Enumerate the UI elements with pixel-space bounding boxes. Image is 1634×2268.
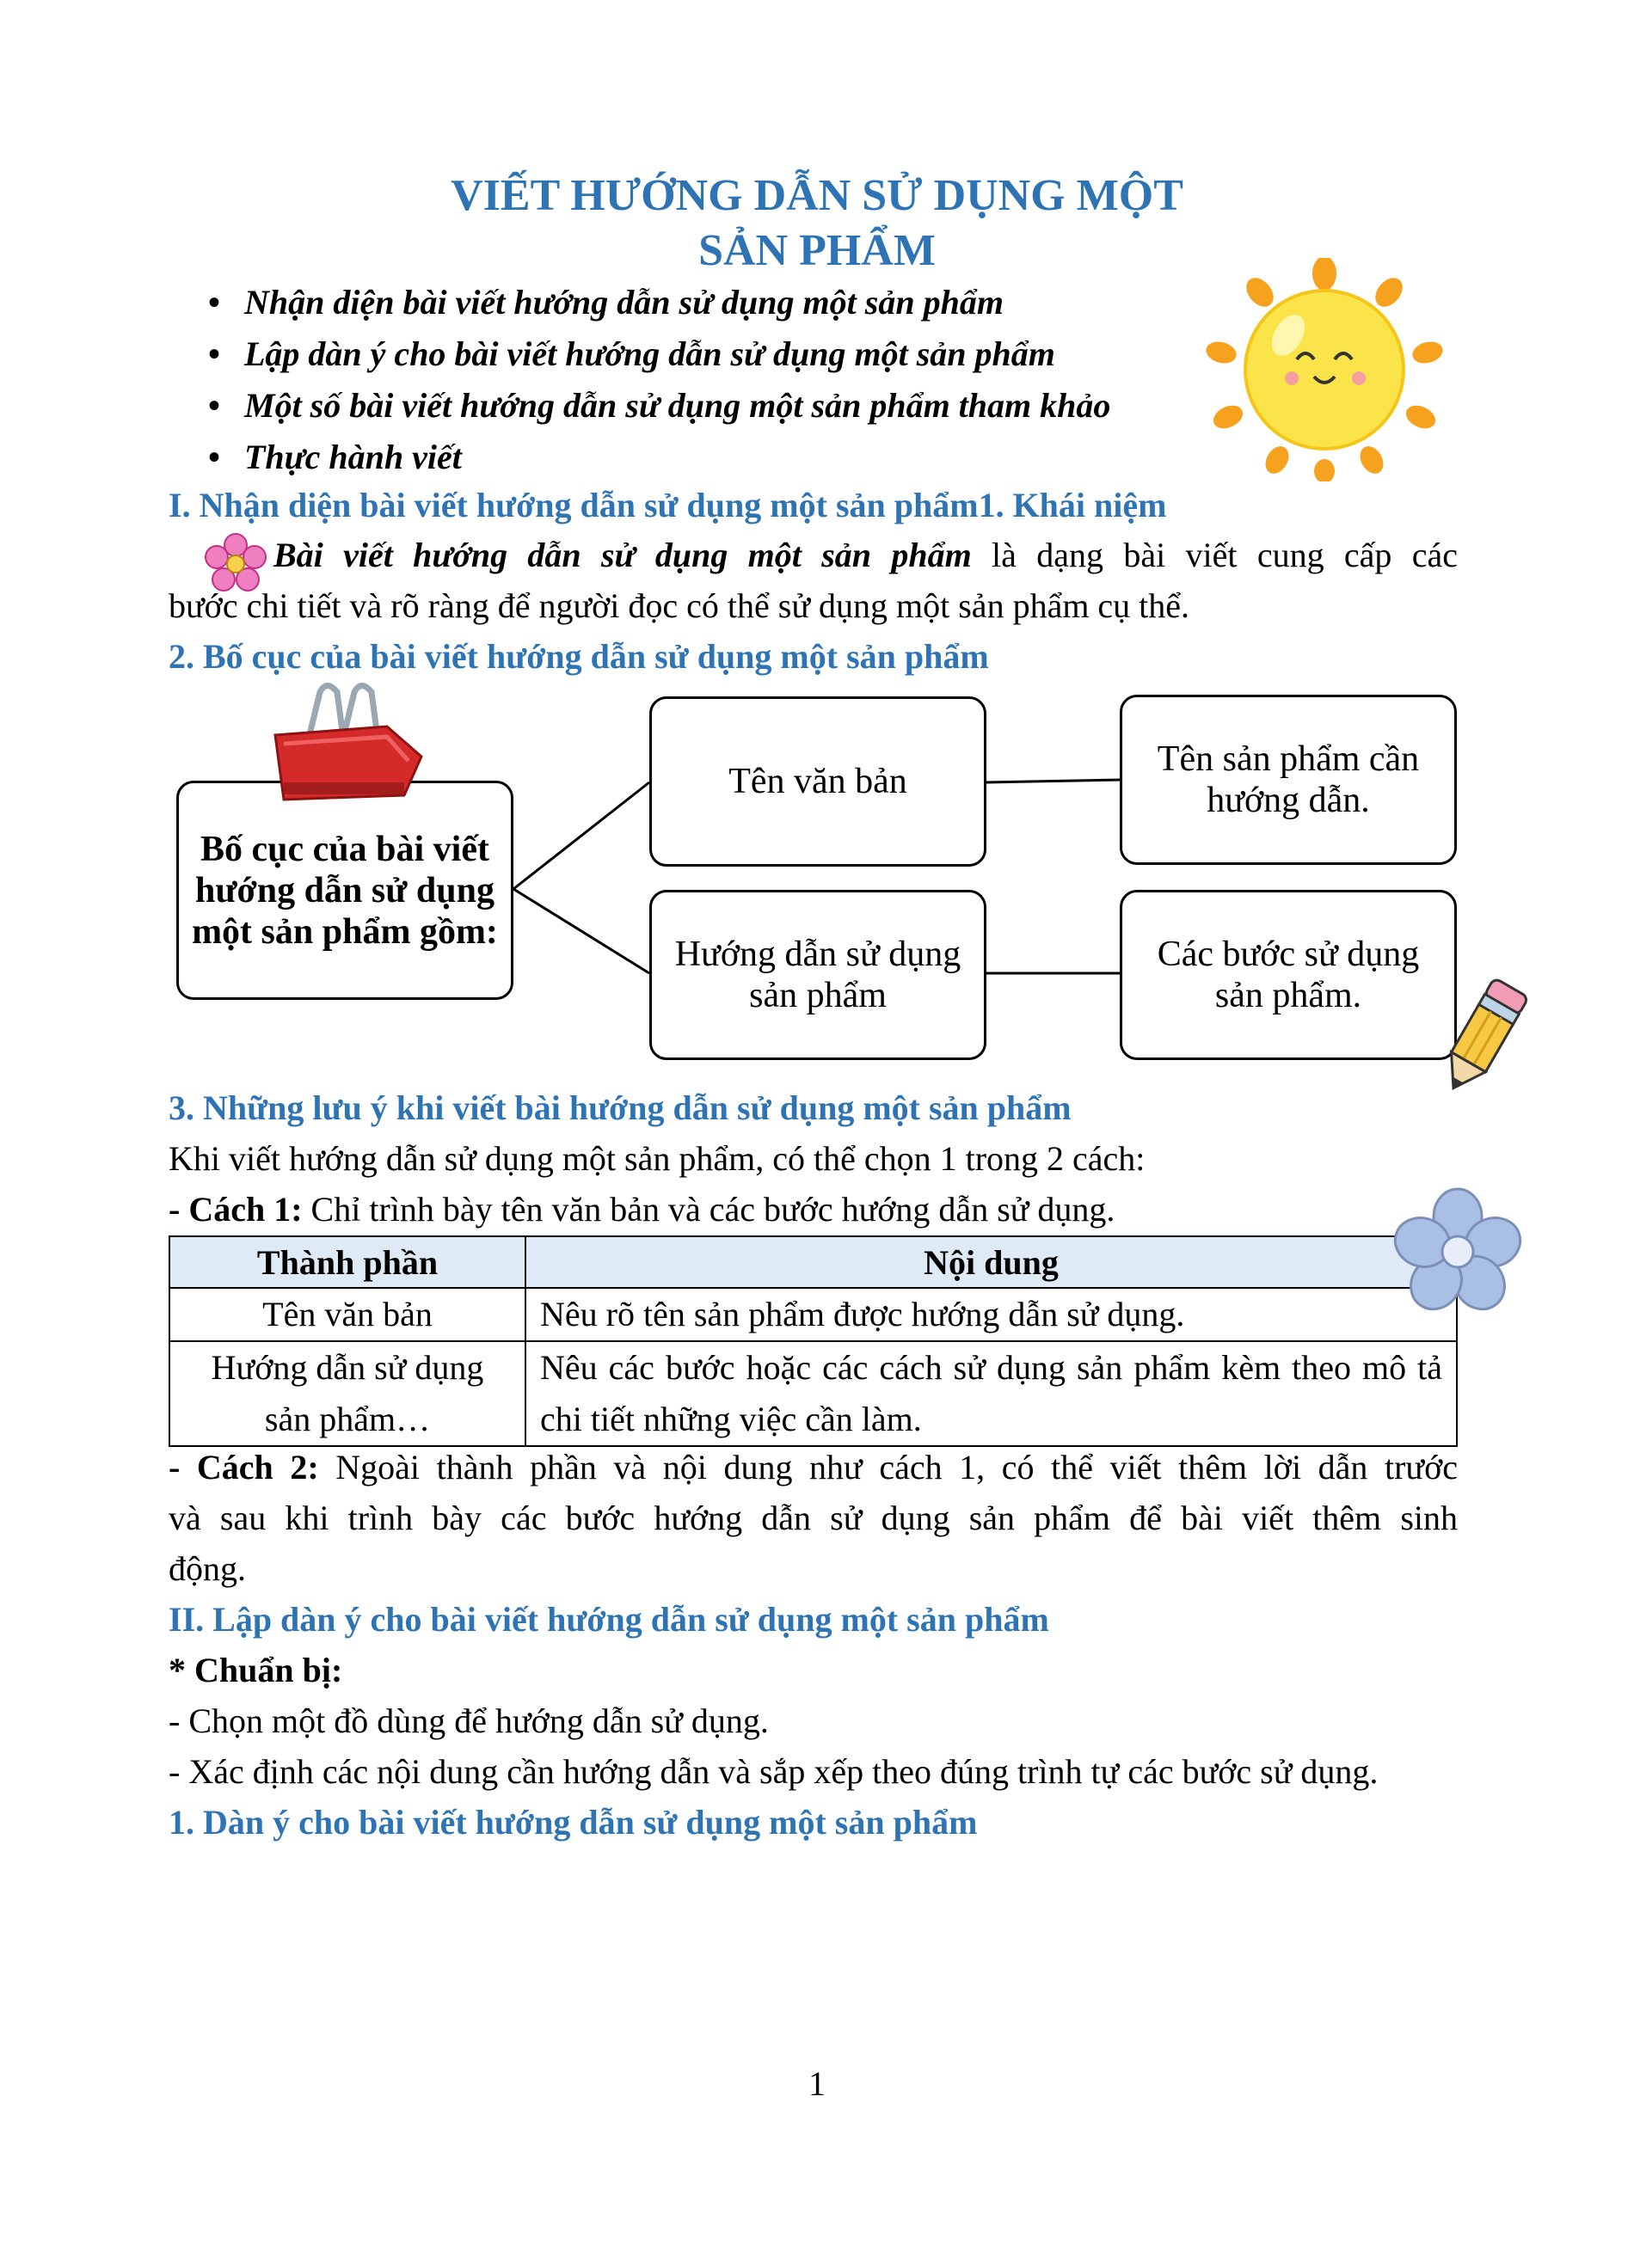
table-row xyxy=(169,1288,1457,1341)
section-2-heading: II. Lập dàn ý cho bài viết hướng dẫn sử dụng một sản phẩm xyxy=(169,1600,1049,1639)
section-1-3-heading: 3. Những lưu ý khi viết bài hướng dẫn sử dụng một sản phẩm xyxy=(169,1088,1072,1127)
title-line-1: VIẾT HƯỚNG DẪN SỬ DỤNG MỘT xyxy=(451,171,1183,220)
cach-2-line-2: và sau khi trình bày các bước hướng dẫn sử dụng sản phẩm để bài viết thêm sinh xyxy=(169,1499,1458,1537)
diagram-box-product-name-label: Tên sản phẩm cần hướng dẫn. xyxy=(1157,739,1420,820)
page-number: 1 xyxy=(808,2064,826,2103)
bullet-icon: • xyxy=(208,438,221,476)
cach-2-text: Ngoài thành phần và nội dung như cách 1, có thể viết thêm lời dẫn trước xyxy=(318,1448,1458,1486)
table-row xyxy=(169,1341,1457,1446)
section-1-heading: I. Nhận diện bài viết hướng dẫn sử dụng một sản phẩm1. Khái niệm xyxy=(169,486,1167,524)
concept-line-2: bước chi tiết và rõ ràng để người đọc có thể sử dụng một sản phẩm cụ thể. xyxy=(169,586,1190,625)
diagram-box-title-label: Tên văn bản xyxy=(728,762,907,801)
table-cell: Hướng dẫn sử dụng sản phẩm… xyxy=(169,1341,525,1446)
prep-item-2: - Xác định các nội dung cần hướng dẫn và sắp xếp theo đúng trình tự các bước sử dụng. xyxy=(169,1752,1379,1791)
table-cell: Nêu rõ tên sản phẩm được hướng dẫn sử dụng. xyxy=(525,1288,1457,1341)
prep-heading: * Chuẩn bị: xyxy=(169,1651,343,1689)
prep-item-1: - Chọn một đồ dùng để hướng dẫn sử dụng. xyxy=(169,1701,769,1740)
diagram-box-product-name xyxy=(1120,695,1457,865)
bullet-text: Nhận diện bài viết hướng dẫn sử dụng một sản phẩm xyxy=(244,283,1004,322)
bullet-icon: • xyxy=(208,283,221,322)
notes-intro: Khi viết hướng dẫn sử dụng một sản phẩm, có thể chọn 1 trong 2 cách: xyxy=(169,1139,1146,1178)
bullet-text: Thực hành viết xyxy=(244,438,462,476)
concept-rest: là dạng bài viết cung cấp các xyxy=(971,536,1458,574)
diagram-box-steps xyxy=(1120,890,1457,1060)
cach-2-label: - Cách 2: xyxy=(169,1448,319,1486)
diagram-box-usage-label: Hướng dẫn sử dụng sản phẩm xyxy=(674,935,961,1015)
bullet-text: Lập dàn ý cho bài viết hướng dẫn sử dụng một sản phẩm xyxy=(244,334,1055,373)
cach-1-label: - Cách 1: xyxy=(169,1190,303,1229)
table-cell: Tên văn bản xyxy=(169,1288,525,1341)
diagram-box-steps-label: Các bước sử dụng sản phẩm. xyxy=(1157,935,1420,1015)
pencil-icon xyxy=(1419,972,1548,1100)
binder-clip-icon xyxy=(258,675,430,808)
section-2-1-heading: 1. Dàn ý cho bài viết hướng dẫn sử dụng một sản phẩm xyxy=(169,1803,978,1842)
diagram-main-box xyxy=(176,781,513,1000)
table-header: Thành phần xyxy=(169,1236,525,1288)
diagram-box-title xyxy=(649,696,986,867)
cach-1-text: Chỉ trình bày tên văn bản và các bước hướng dẫn sử dụng. xyxy=(302,1190,1115,1229)
title-line-2: SẢN PHẨM xyxy=(698,226,936,275)
bullet-icon: • xyxy=(208,334,221,373)
bullet-text: Một số bài viết hướng dẫn sử dụng một sản phẩm tham khảo xyxy=(244,386,1111,425)
blue-flower-icon xyxy=(1393,1186,1522,1315)
section-1-2-heading: 2. Bố cục của bài viết hướng dẫn sử dụng một sản phẩm xyxy=(169,637,989,676)
bullet-icon: • xyxy=(208,386,221,425)
diagram-box-usage xyxy=(649,890,986,1060)
table-header: Nội dung xyxy=(525,1236,1457,1288)
table-cell: Nêu các bước hoặc các cách sử dụng sản phẩm kèm theo mô tả chi tiết những việc cần làm. xyxy=(525,1341,1457,1446)
cach-2-line-3: động. xyxy=(169,1549,246,1588)
cach-2-line-1 xyxy=(169,1442,1458,1493)
diagram-main-label: Bố cục của bài viết hướng dẫn sử dụng một sản phẩm gồm: xyxy=(192,829,498,952)
cach-1-line xyxy=(169,1184,1115,1235)
concept-term: Bài viết hướng dẫn sử dụng một sản phẩm xyxy=(273,536,972,574)
table-header-row xyxy=(169,1236,1457,1288)
structure-table xyxy=(169,1235,1458,1447)
